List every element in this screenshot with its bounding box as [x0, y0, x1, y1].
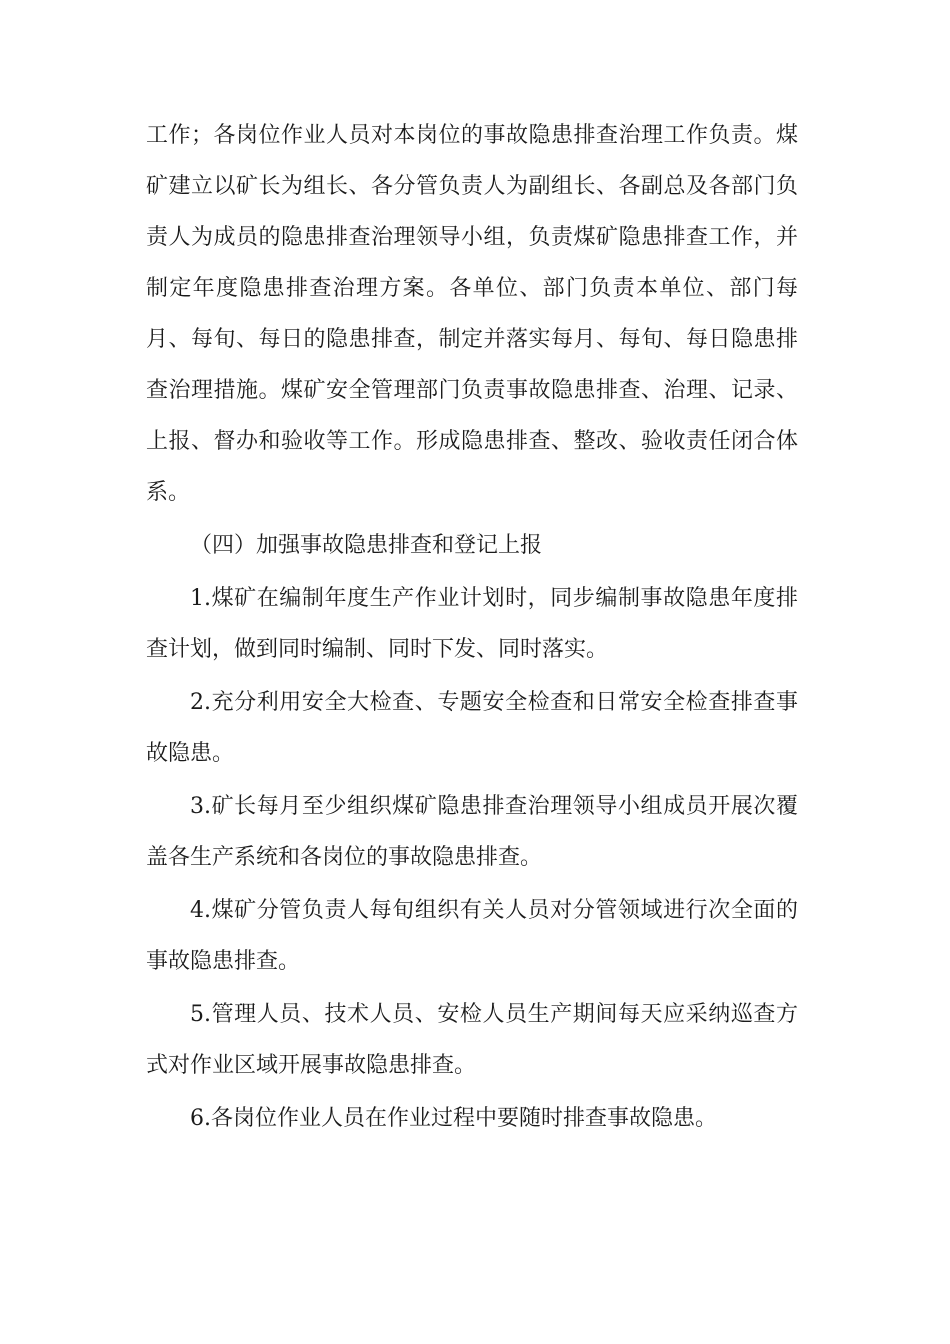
list-item-2: 2.充分利用安全大检查、专题安全检查和日常安全检查排查事故隐患。: [146, 690, 798, 766]
section-heading: （四）加强事故隐患排查和登记上报: [190, 533, 543, 558]
list-item-3: 3.矿长每月至少组织煤矿隐患排查治理领导小组成员开展次覆盖各生产系统和各岗位的事故隐患排查。: [146, 794, 798, 870]
document-body: [146, 110, 798, 1144]
list-item-6: 6.各岗位作业人员在作业过程中要随时排查事故隐患。: [190, 1106, 717, 1131]
list-item-4: 4.煤矿分管负责人每旬组织有关人员对分管领域进行次全面的事故隐患排查。: [146, 898, 798, 974]
list-item-1: 1.煤矿在编制年度生产作业计划时，同步编制事故隐患年度排查计划，做到同时编制、同时下发、同时落实。: [146, 586, 798, 662]
list-item-5: 5.管理人员、技术人员、安检人员生产期间每天应采纳巡查方式对作业区域开展事故隐患排查。: [146, 1002, 798, 1078]
body-paragraph: 工作；各岗位作业人员对本岗位的事故隐患排查治理工作负责。煤矿建立以矿长为组长、各分管负责人为副组长、各副总及各部门负责人为成员的隐患排查治理领导小组，负责煤矿隐患排查工作，并制定年度隐患排查治理方案。各单位、部门负责本单位、部门每月、每旬、每日的隐患排查，制定并落实每月、每旬、每日隐患排查治理措施。煤矿安全管理部门负责事故隐患排查、治理、记录、上报、督办和验收等工作。形成隐患排查、整改、验收责任闭合体系。: [146, 123, 798, 505]
